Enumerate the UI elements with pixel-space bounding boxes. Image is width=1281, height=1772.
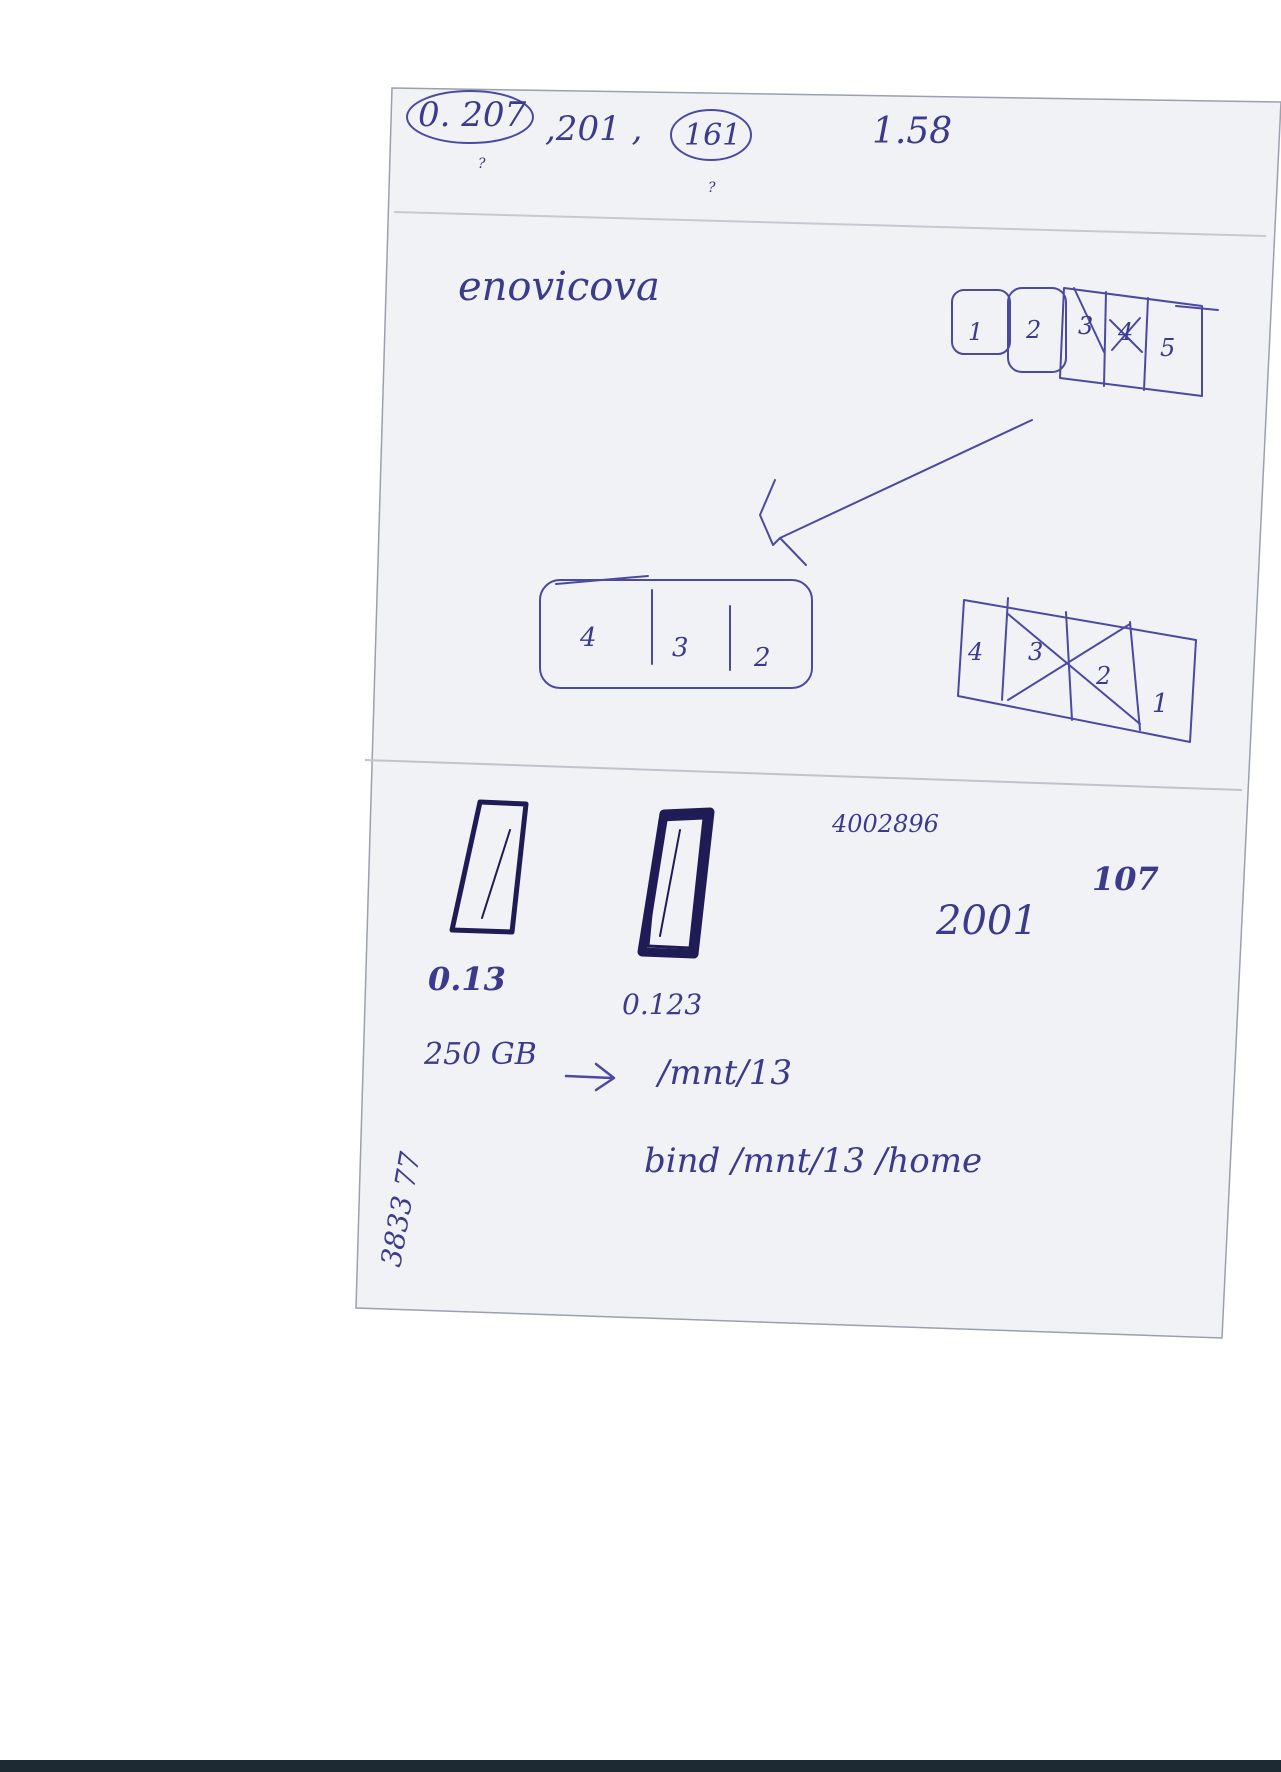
code-number: 4002896 xyxy=(832,810,939,838)
svg-text:2: 2 xyxy=(1096,662,1112,690)
value-201: ,201 , xyxy=(545,109,643,149)
svg-text:4: 4 xyxy=(580,623,597,653)
question-mark: ? xyxy=(478,156,486,172)
svg-text:1: 1 xyxy=(968,318,984,346)
value-158: 1.58 xyxy=(872,111,953,152)
svg-text:4: 4 xyxy=(1118,318,1134,346)
mount-path: /mnt/13 xyxy=(658,1053,792,1093)
handwritten-word: enovicova xyxy=(458,264,660,310)
side-number: 3833 77 xyxy=(374,1149,428,1270)
svg-text:5: 5 xyxy=(1160,334,1176,362)
svg-text:1: 1 xyxy=(1152,689,1169,719)
question-mark: ? xyxy=(708,180,716,196)
size-label: 250 GB xyxy=(424,1037,537,1072)
svg-text:4: 4 xyxy=(968,638,984,666)
bind-command: bind /mnt/13 /home xyxy=(644,1141,983,1181)
value-161: 161 xyxy=(684,118,742,153)
rect-label-left: 0.13 xyxy=(428,960,506,998)
svg-text:3: 3 xyxy=(672,633,689,663)
svg-text:3: 3 xyxy=(1028,638,1044,666)
svg-text:2: 2 xyxy=(754,643,771,673)
scanner-edge-bar xyxy=(0,1760,1281,1772)
date-number: 2001 xyxy=(936,898,1038,944)
rect-label-right: 0.123 xyxy=(622,988,703,1021)
date-suffix: 107 xyxy=(1092,860,1159,898)
svg-text:2: 2 xyxy=(1026,316,1042,344)
value-0207: 0. 207 xyxy=(418,95,527,135)
svg-text:3: 3 xyxy=(1078,312,1094,340)
